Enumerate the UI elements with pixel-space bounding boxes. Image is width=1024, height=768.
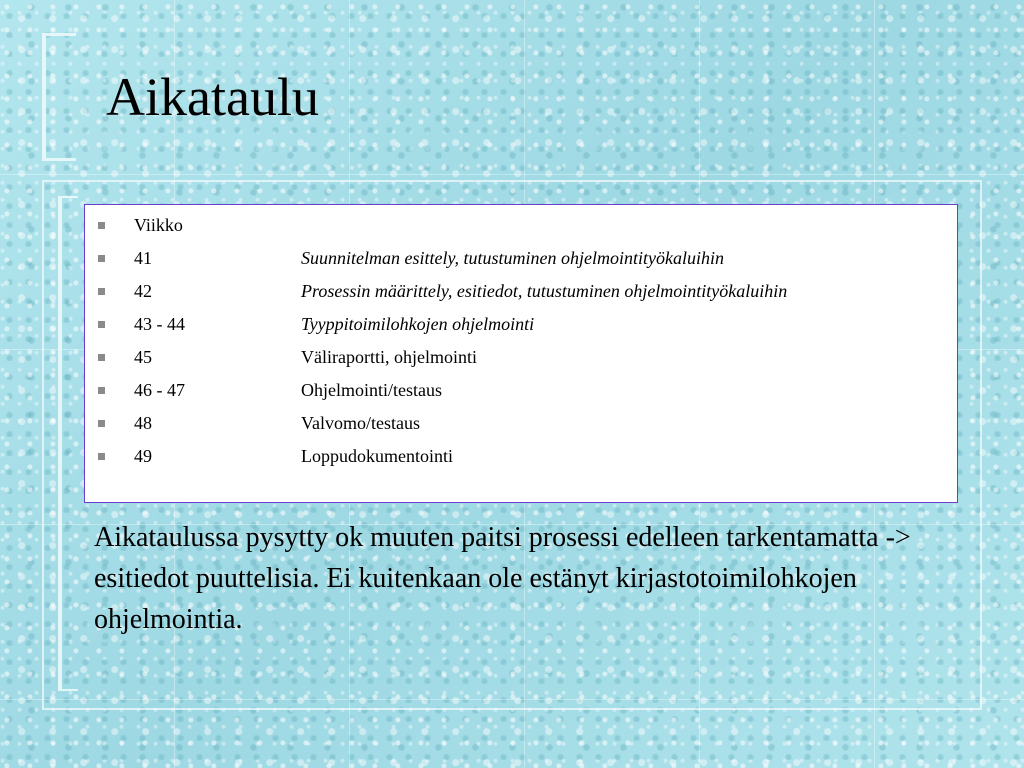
body-bracket-decoration — [58, 196, 78, 691]
schedule-box — [84, 204, 958, 503]
schedule-row — [85, 280, 957, 313]
schedule-week: 41 — [134, 248, 152, 268]
schedule-week: 46 - 47 — [134, 380, 185, 400]
title-bracket-decoration — [42, 33, 76, 161]
schedule-task: Suunnitelman esittely, tutustuminen ohjelmointityökaluihin — [301, 248, 724, 268]
schedule-task: Ohjelmointi/testaus — [301, 380, 442, 400]
summary-text: Aikataulussa pysytty ok muuten paitsi prosessi edelleen tarkentamatta -> esitiedot puuttelisia. Ei kuitenkaan ole estänyt kirjastotoimilohkojen ohjelmointia. — [94, 522, 911, 635]
bullet-icon — [98, 288, 105, 295]
schedule-task: Prosessin määrittely, esitiedot, tutustuminen ohjelmointityökaluihin — [301, 281, 788, 301]
schedule-week: 49 — [134, 446, 152, 466]
schedule-task: Loppudokumentointi — [301, 446, 453, 466]
bullet-icon — [98, 321, 105, 328]
bullet-icon — [98, 255, 105, 262]
slide-title: Aikataulu — [106, 67, 319, 127]
schedule-task: Väliraportti, ohjelmointi — [301, 347, 477, 367]
schedule-row — [85, 412, 957, 445]
schedule-list — [85, 214, 957, 478]
schedule-row — [85, 445, 957, 478]
schedule-week: 48 — [134, 413, 152, 433]
bullet-icon — [98, 354, 105, 361]
background-grid-line — [0, 174, 1024, 175]
schedule-week: 42 — [134, 281, 152, 301]
schedule-week: 43 - 44 — [134, 314, 185, 334]
schedule-week: 45 — [134, 347, 152, 367]
bullet-icon — [98, 222, 105, 229]
schedule-week: Viikko — [134, 215, 183, 235]
schedule-row — [85, 247, 957, 280]
schedule-task: Tyyppitoimilohkojen ohjelmointi — [301, 314, 535, 334]
schedule-row — [85, 214, 957, 247]
bullet-icon — [98, 387, 105, 394]
schedule-row — [85, 346, 957, 379]
bullet-icon — [98, 453, 105, 460]
bullet-icon — [98, 420, 105, 427]
schedule-row — [85, 379, 957, 412]
schedule-row — [85, 313, 957, 346]
schedule-task: Valvomo/testaus — [301, 413, 420, 433]
